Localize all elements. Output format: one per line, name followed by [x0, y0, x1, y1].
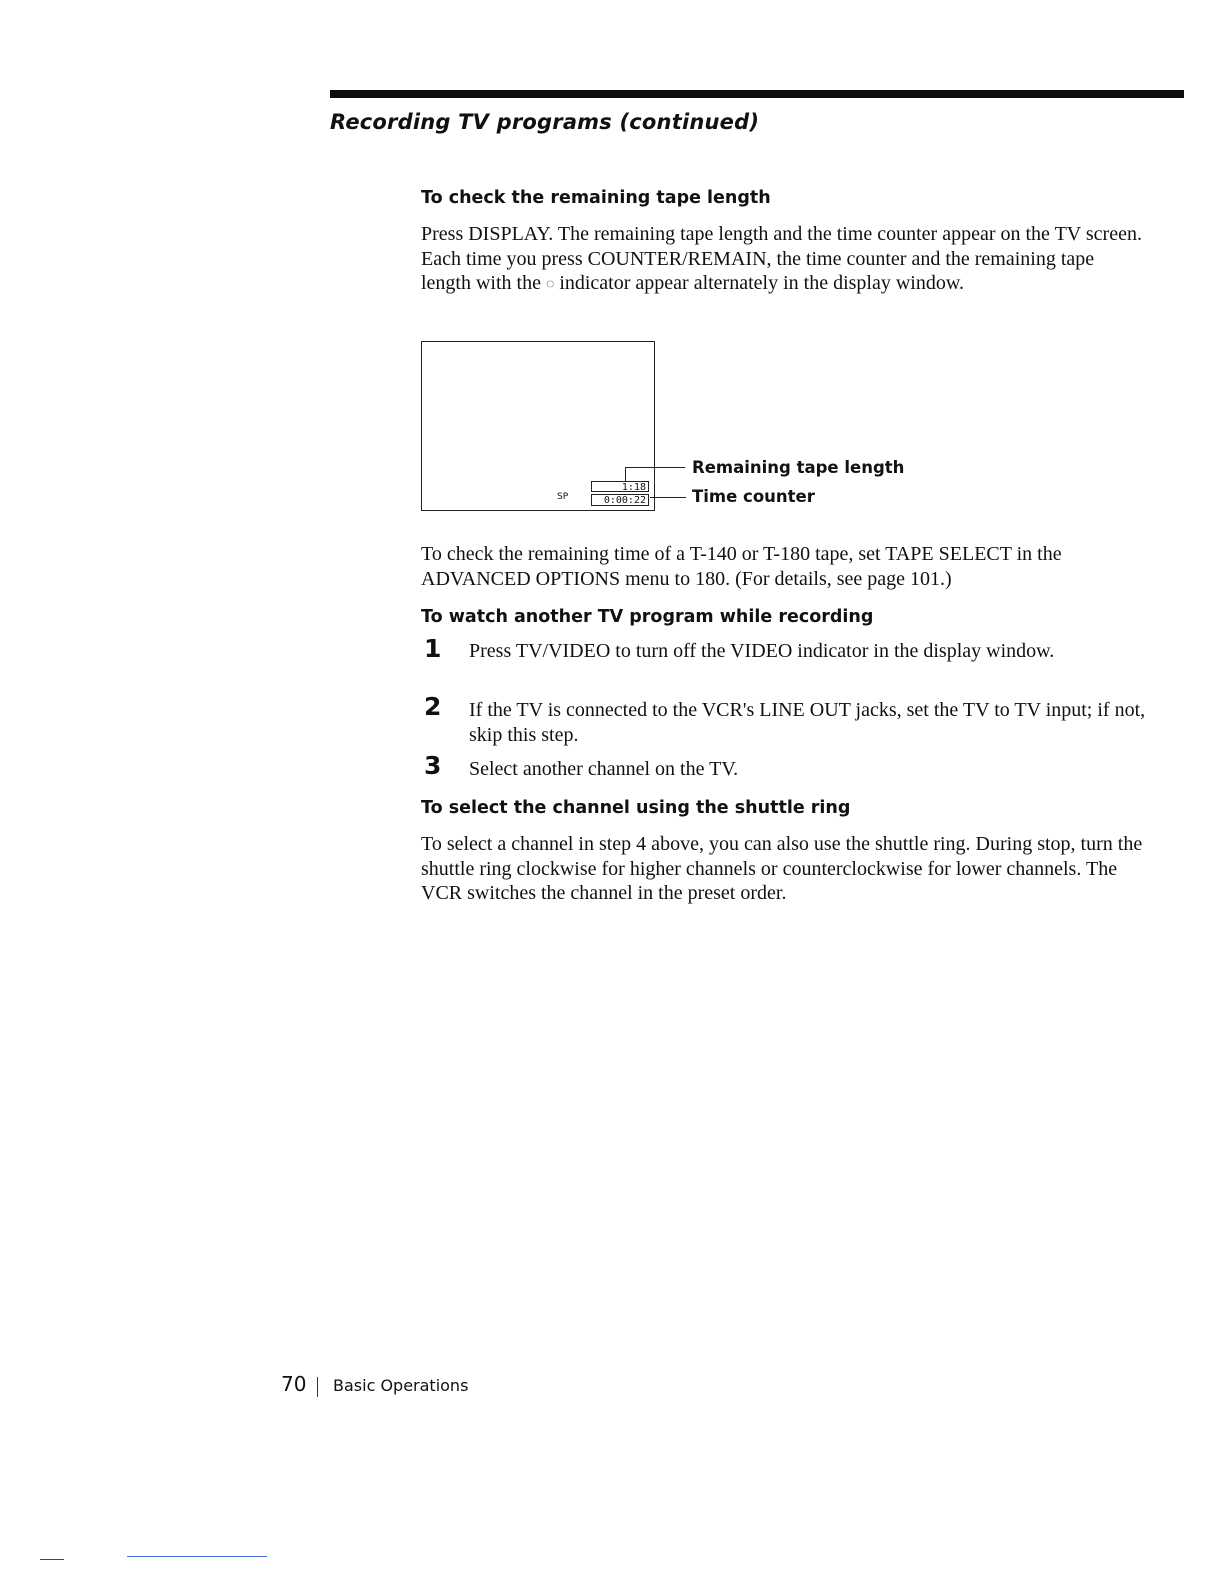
heading-remaining-tape: To check the remaining tape length: [421, 188, 771, 208]
step-text: If the TV is connected to the VCR's LINE OUT jacks, set the TV to TV input; if not, skip this step.: [469, 699, 1146, 746]
page-number: 70: [281, 1372, 307, 1396]
heading-shuttle-ring: To select the channel using the shuttle ring: [421, 798, 851, 818]
leader-line-remaining: [625, 467, 685, 468]
tape-select-note: To check the remaining time of a T-140 or T-180 tape, set TAPE SELECT in the ADVANCED OPTIONS menu to 180. (For details, see page 101.): [421, 543, 1062, 590]
header-rule: [330, 90, 1184, 98]
step-number: 3: [424, 751, 442, 780]
tape-reel-icon: ◌: [545, 277, 555, 292]
shuttle-ring-paragraph: To select a channel in step 4 above, you can also use the shuttle ring. During stop, turn the shuttle ring clockwise for higher channels or counterclockwise for lower channels. The VCR switches the channel in the preset order.: [421, 833, 1143, 904]
step-number: 2: [424, 692, 442, 721]
callout-time-counter: Time counter: [692, 487, 815, 506]
step-number: 1: [424, 634, 442, 663]
footer-separator: [317, 1377, 318, 1397]
remaining-tape-text-2: indicator appear alternately in the display window.: [554, 272, 964, 294]
section-title: Recording TV programs (continued): [330, 110, 760, 134]
heading-watch-another: To watch another TV program while recording: [421, 607, 874, 627]
remaining-tape-readout: 1:18: [591, 481, 649, 492]
leader-line-remaining-vertical: [625, 467, 626, 481]
scan-artifact-line: [40, 1559, 64, 1560]
time-counter-readout: 0:00:22: [591, 494, 649, 506]
callout-remaining-tape-length: Remaining tape length: [692, 458, 905, 477]
step-text: Press TV/VIDEO to turn off the VIDEO indicator in the display window.: [469, 640, 1055, 662]
remaining-tape-paragraph: [421, 222, 1146, 298]
leader-line-counter: [650, 497, 686, 498]
tape-speed-label: SP: [557, 492, 569, 502]
step-text: Select another channel on the TV.: [469, 758, 739, 780]
remaining-tape-text-1: Press DISPLAY. The remaining tape length and the time counter appear on the TV screen. Each time you press COUNTER/REMAIN, the time counter and the remaining tape length with the: [421, 223, 1142, 294]
footer-section-name: Basic Operations: [333, 1376, 469, 1395]
scan-artifact-line: [127, 1556, 267, 1557]
